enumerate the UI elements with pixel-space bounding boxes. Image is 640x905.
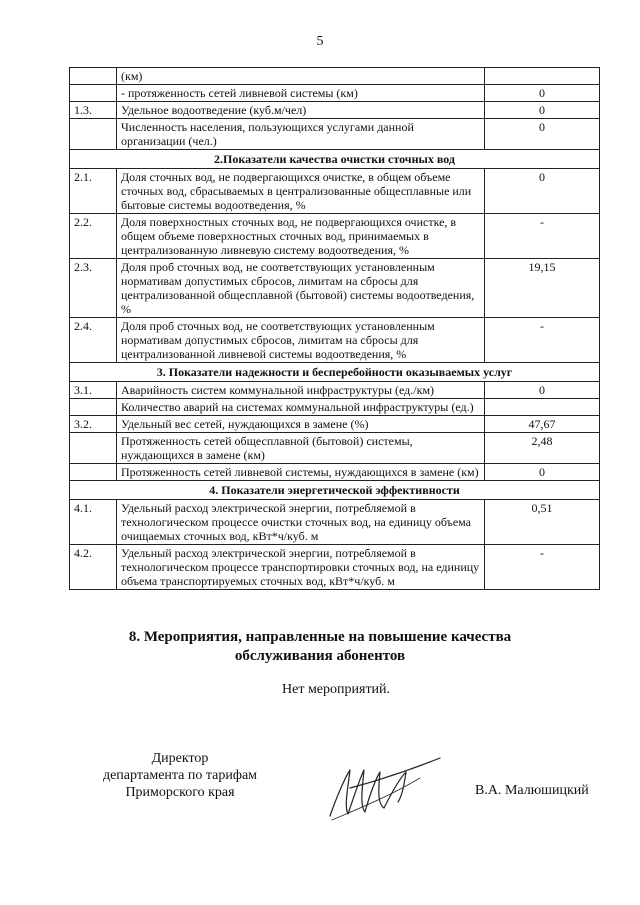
row-number: 3.1. [70,382,117,399]
section-title: 2.Показатели качества очистки сточных вод [70,150,600,169]
indicator-value: 47,67 [485,416,600,433]
row-number [70,464,117,481]
table-row [70,214,600,259]
signer-position [70,750,290,801]
heading-line-2: обслуживания абонентов [234,648,406,664]
table-row [70,399,600,416]
indicator-name: Количество аварий на системах коммунальной инфраструктуры (ед.) [117,399,485,416]
indicator-value: 0 [485,464,600,481]
row-number [70,433,117,464]
indicator-name: Доля поверхностных сточных вод, не подвергающихся очистке, в общем объеме поверхностных сточных вод, принимаемых в централизованную ливневую систему водоотведения, % [117,214,485,259]
table-row [70,119,600,150]
indicator-value: - [485,545,600,590]
row-number: 3.2. [70,416,117,433]
signer-name: В.А. Малюшицкий [475,783,589,798]
table-row [70,382,600,399]
signer-position-line-2: департамента по тарифам [102,768,258,783]
section-8-heading [0,628,640,666]
indicator-value: 19,15 [485,259,600,318]
indicator-name: Доля сточных вод, не подвергающихся очистке, в общем объеме сточных вод, сбрасываемых в централизованные общесплавные или бытовые системы водоотведения, % [117,169,485,214]
indicator-name: Удельный расход электрической энергии, потребляемой в технологическом процессе транспортировки сточных вод, на единицу объема транспортируемых сточных вод, кВт*ч/куб. м [117,545,485,590]
indicator-value: 0 [485,382,600,399]
indicator-name: Доля проб сточных вод, не соответствующих установленным нормативам допустимых сбросов, лимитам на сбросы для централизованной ливневой системы водоотведения, % [117,318,485,363]
indicator-value: 0 [485,85,600,102]
row-number: 1.3. [70,102,117,119]
indicator-value: - [485,214,600,259]
table-row [70,259,600,318]
table-row [70,85,600,102]
row-number: 2.2. [70,214,117,259]
indicator-name: Численность населения, пользующихся услугами данной организации (чел.) [117,119,485,150]
handwritten-signature [320,748,450,828]
indicator-name: Протяженность сетей ливневой системы, нуждающихся в замене (км) [117,464,485,481]
table-row [70,416,600,433]
table-row [70,68,600,85]
row-number: 4.1. [70,500,117,545]
table-row [70,545,600,590]
indicator-name: Удельное водоотведение (куб.м/чел) [117,102,485,119]
signer-position-line-3: Приморского края [125,785,235,800]
indicator-name: Аварийность систем коммунальной инфраструктуры (ед./км) [117,382,485,399]
row-number [70,119,117,150]
section-title: 4. Показатели энергетической эффективности [70,481,600,500]
indicators-table-body [70,68,600,590]
row-number: 2.3. [70,259,117,318]
indicator-value: 2,48 [485,433,600,464]
table-row [70,433,600,464]
row-number: 2.4. [70,318,117,363]
indicators-table [69,67,600,590]
table-row [70,169,600,214]
signer-position-line-1: Директор [151,751,209,766]
table-row [70,102,600,119]
row-number [70,68,117,85]
indicator-name: Удельный вес сетей, нуждающихся в замене (%) [117,416,485,433]
indicator-name: (км) [117,68,485,85]
indicator-name: Протяженность сетей общесплавной (бытовой) системы, нуждающихся в замене (км) [117,433,485,464]
indicator-value: 0 [485,102,600,119]
indicator-value: - [485,318,600,363]
indicator-name: Доля проб сточных вод, не соответствующих установленным нормативам допустимых сбросов, лимитам на сбросы для централизованной общесплавной (бытовой) системы водоотведения, % [117,259,485,318]
page-number: 5 [316,34,324,49]
table-row [70,464,600,481]
section-title: 3. Показатели надежности и бесперебойности оказываемых услуг [70,363,600,382]
row-number: 4.2. [70,545,117,590]
heading-line-1: 8. Мероприятия, направленные на повышение качества [128,629,512,645]
row-number: 2.1. [70,169,117,214]
indicator-value [485,399,600,416]
indicator-value [485,68,600,85]
table-section-row [70,363,600,382]
table-row [70,500,600,545]
indicator-name: Удельный расход электрической энергии, потребляемой в технологическом процессе очистки сточных вод, на единицу объема очищаемых сточных вод, кВт*ч/куб. м [117,500,485,545]
indicator-value: 0 [485,169,600,214]
table-section-row [70,150,600,169]
indicator-value: 0 [485,119,600,150]
no-measures-text: Нет мероприятий. [282,682,391,697]
table-section-row [70,481,600,500]
table-row [70,318,600,363]
row-number [70,399,117,416]
row-number [70,85,117,102]
indicator-value: 0,51 [485,500,600,545]
indicator-name: - протяженность сетей ливневой системы (км) [117,85,485,102]
